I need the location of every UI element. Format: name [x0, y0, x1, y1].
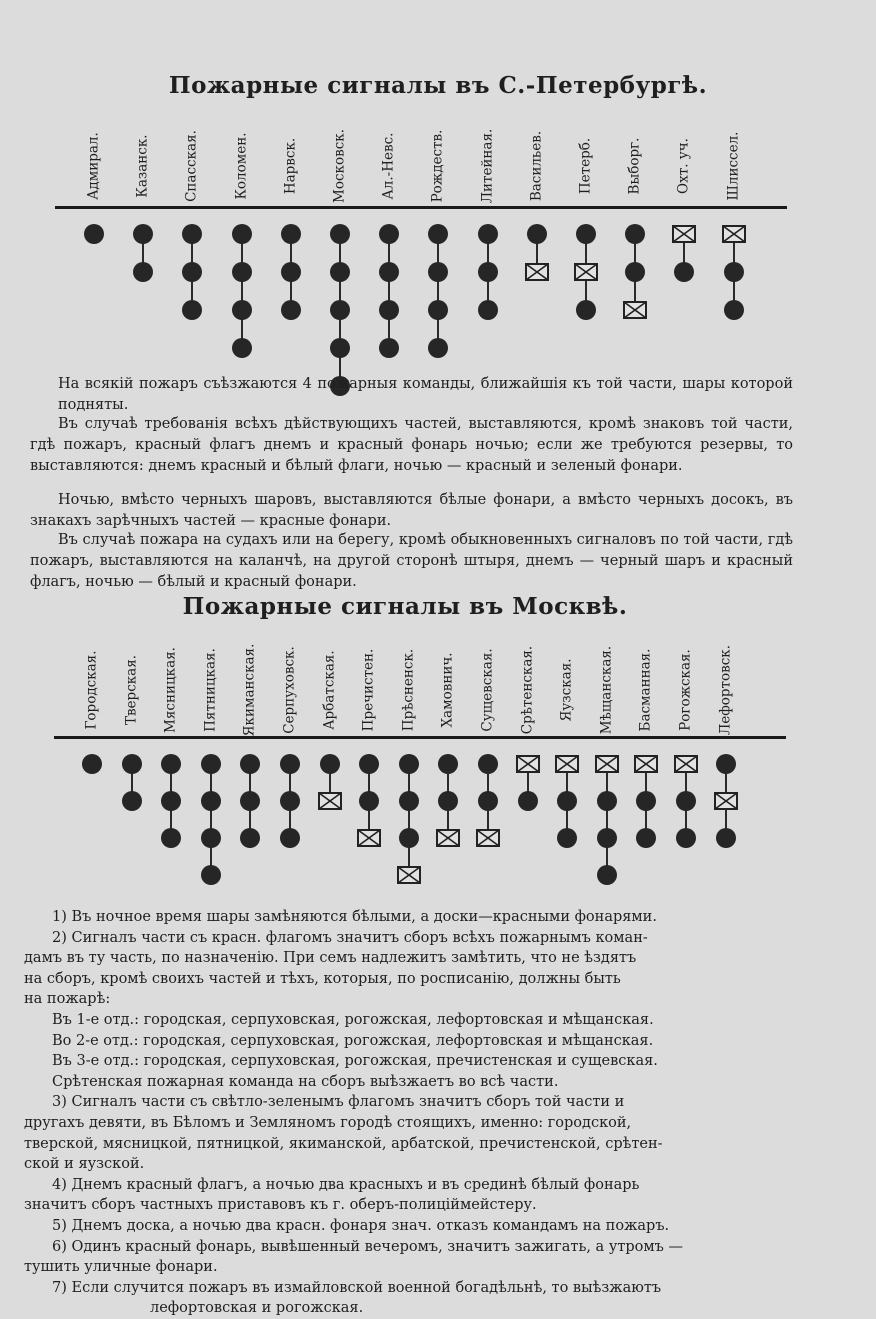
msk-ball-signal	[122, 791, 142, 811]
msk-column-label: Прѣсненск.	[400, 648, 417, 732]
spb-ball-signal	[330, 338, 350, 358]
msk-board-signal	[555, 755, 579, 773]
msk-note-line: на сборъ, кромѣ своихъ частей и тѣхъ, которыя, по росписанію, должны быть	[24, 970, 621, 987]
msk-board-signal	[516, 755, 540, 773]
msk-board-signal	[595, 755, 619, 773]
msk-ball-signal	[478, 791, 498, 811]
spb-board-signal	[623, 301, 647, 319]
msk-board-signal	[318, 792, 342, 810]
spb-paragraph-4: Въ случаѣ пожара на судахъ или на берегу, кромѣ обыкновенныхъ сигналовъ по той части, гдѣ пожаръ, выставляются на каланчѣ, на другой сторонѣ штыря, днемъ — черный шаръ и красный флагъ, ночью — бѣлый и красный фонари.	[30, 532, 793, 590]
spb-ball-signal	[133, 262, 153, 282]
msk-ball-signal	[557, 828, 577, 848]
msk-ball-signal	[280, 828, 300, 848]
msk-ball-signal	[280, 754, 300, 774]
spb-paragraph-2: Въ случаѣ требованія всѣхъ дѣйствующихъ частей, выставляются, кромѣ знаковъ той части, гдѣ пожаръ, красный флагъ днемъ и красный фонарь ночью; если же требуются резервы, то выставляются: днемъ красный и бѣлый флаги, ночью — красный и зеленый фонари.	[30, 416, 793, 474]
msk-signal-line	[210, 764, 212, 875]
spb-column-label: Охт. уч.	[675, 138, 692, 194]
spb-ball-signal	[527, 224, 547, 244]
spb-ball-signal	[379, 224, 399, 244]
msk-mast-rule	[54, 736, 786, 739]
spb-ball-signal	[625, 262, 645, 282]
msk-note-line: Во 2-е отд.: городская, серпуховская, рогожская, лефортовская и мѣщанская.	[52, 1032, 654, 1049]
spb-ball-signal	[232, 338, 252, 358]
msk-column-label: Хамовнич.	[439, 652, 456, 728]
msk-note-line: 4) Днемъ красный флагъ, а ночью два красныхъ и въ срединѣ бѣлый фонарь	[52, 1176, 640, 1193]
msk-ball-signal	[161, 828, 181, 848]
msk-note-line: Срѣтенская пожарная команда на сборъ выѣзжаетъ во всѣ части.	[52, 1073, 559, 1090]
msk-column-label: Серпуховск.	[281, 646, 298, 734]
msk-column-label: Сущевская.	[479, 648, 496, 732]
msk-ball-signal	[122, 754, 142, 774]
msk-ball-signal	[478, 754, 498, 774]
msk-ball-signal	[636, 828, 656, 848]
spb-ball-signal	[478, 224, 498, 244]
spb-ball-signal	[478, 300, 498, 320]
msk-ball-signal	[201, 754, 221, 774]
spb-ball-signal	[232, 300, 252, 320]
spb-ball-signal	[281, 224, 301, 244]
msk-note-line: лефортовская и рогожская.	[150, 1300, 364, 1317]
spb-column-label: Спасская.	[183, 130, 200, 202]
spb-paragraph-1: На всякій пожаръ съѣзжаются 4 пожарныя команды, ближайшія къ той части, шары которой подняты.	[58, 376, 793, 413]
msk-ball-signal	[676, 791, 696, 811]
msk-column-label: Пречистен.	[360, 648, 377, 732]
msk-ball-signal	[438, 754, 458, 774]
spb-ball-signal	[478, 262, 498, 282]
msk-ball-signal	[557, 791, 577, 811]
msk-ball-signal	[438, 791, 458, 811]
spb-ball-signal	[625, 224, 645, 244]
msk-ball-signal	[201, 791, 221, 811]
spb-ball-signal	[84, 224, 104, 244]
spb-signal-line	[241, 234, 243, 348]
msk-column-label: Мѣщанская.	[598, 645, 615, 735]
spb-title: Пожарные сигналы въ С.-Петербургѣ.	[168, 72, 708, 99]
spb-ball-signal	[133, 224, 153, 244]
msk-ball-signal	[716, 754, 736, 774]
spb-ball-signal	[576, 300, 596, 320]
spb-paragraph-3: Ночью, вмѣсто черныхъ шаровъ, выставляются бѣлые фонари, а вмѣсто черныхъ досокъ, въ знакахъ зарѣчныхъ частей — красные фонари.	[30, 492, 793, 529]
spb-ball-signal	[428, 338, 448, 358]
msk-ball-signal	[399, 828, 419, 848]
spb-ball-signal	[232, 262, 252, 282]
msk-ball-signal	[716, 828, 736, 848]
msk-column-label: Басманная.	[637, 648, 654, 732]
msk-ball-signal	[161, 791, 181, 811]
spb-ball-signal	[576, 224, 596, 244]
spb-ball-signal	[724, 262, 744, 282]
msk-title: Пожарные сигналы въ Москвѣ.	[182, 593, 628, 620]
msk-note-line: ской и яузской.	[24, 1156, 145, 1173]
spb-column-label: Выборг.	[626, 137, 643, 195]
msk-ball-signal	[161, 754, 181, 774]
msk-note-line: 5) Днемъ доска, а ночью два красн. фонаря знач. отказъ командамъ на пожаръ.	[52, 1218, 670, 1234]
msk-ball-signal	[82, 754, 102, 774]
msk-board-signal	[476, 829, 500, 847]
msk-column-label: Лефортовск.	[716, 644, 733, 736]
spb-ball-signal	[724, 300, 744, 320]
msk-ball-signal	[320, 754, 340, 774]
spb-column-label: Московск.	[331, 129, 348, 203]
msk-column-label: Срѣтенская.	[518, 645, 535, 735]
msk-column-label: Мясницкая.	[162, 647, 179, 733]
msk-column-label: Пятницкая.	[202, 648, 219, 732]
spb-board-signal	[525, 263, 549, 281]
msk-column-label: Яузская.	[558, 658, 575, 722]
msk-ball-signal	[636, 791, 656, 811]
spb-ball-signal	[281, 262, 301, 282]
msk-signal-line	[606, 764, 608, 875]
msk-ball-signal	[201, 828, 221, 848]
spb-column-label: Литейная.	[478, 128, 495, 204]
msk-note-line: 6) Одинъ красный фонарь, вывѣшенный вечеромъ, значитъ зажигать, а утромъ —	[52, 1238, 683, 1255]
msk-note-line: значитъ сборъ частныхъ приставовъ къ г. оберъ-полицiймейстеру.	[24, 1197, 537, 1214]
spb-ball-signal	[379, 300, 399, 320]
msk-note-line: на пожарѣ:	[24, 991, 111, 1008]
spb-ball-signal	[281, 300, 301, 320]
spb-ball-signal	[330, 224, 350, 244]
msk-column-label: Тверская.	[122, 654, 139, 726]
spb-board-signal	[672, 225, 696, 243]
msk-ball-signal	[240, 791, 260, 811]
spb-column-label: Шлиссел.	[724, 131, 741, 201]
msk-note-line: Въ 1-е отд.: городская, серпуховская, рогожская, лефортовская и мѣщанская.	[52, 1012, 654, 1028]
msk-board-signal	[436, 829, 460, 847]
msk-ball-signal	[597, 791, 617, 811]
spb-ball-signal	[379, 262, 399, 282]
msk-note-line: тушить уличные фонари.	[24, 1259, 218, 1276]
spb-column-label: Адмирал.	[85, 132, 102, 200]
msk-column-label: Городская.	[83, 650, 100, 730]
spb-ball-signal	[330, 262, 350, 282]
spb-signal-line	[437, 234, 439, 348]
msk-ball-signal	[240, 828, 260, 848]
msk-note-line: Въ 3-е отд.: городская, серпуховская, рогожская, пречистенская и сущевская.	[52, 1053, 658, 1070]
msk-ball-signal	[280, 791, 300, 811]
msk-column-label: Рогожская.	[677, 649, 694, 731]
msk-ball-signal	[597, 865, 617, 885]
spb-column-label: Ал.-Невс.	[380, 132, 397, 200]
msk-signal-line	[408, 764, 410, 875]
spb-ball-signal	[182, 300, 202, 320]
spb-ball-signal	[182, 224, 202, 244]
spb-signal-line	[388, 234, 390, 348]
spb-column-label: Нарвск.	[282, 137, 299, 195]
msk-board-signal	[714, 792, 738, 810]
msk-ball-signal	[518, 791, 538, 811]
spb-board-signal	[574, 263, 598, 281]
spb-column-label: Казанск.	[134, 134, 151, 198]
msk-ball-signal	[597, 828, 617, 848]
msk-board-signal	[357, 829, 381, 847]
spb-ball-signal	[428, 262, 448, 282]
msk-note-line: другахъ девяти, въ Бѣломъ и Земляномъ городѣ стоящихъ, именно: городской,	[24, 1115, 632, 1131]
msk-ball-signal	[399, 791, 419, 811]
spb-column-label: Рождеств.	[429, 129, 446, 203]
spb-ball-signal	[379, 338, 399, 358]
spb-ball-signal	[330, 300, 350, 320]
msk-note-line: 3) Сигналъ части съ свѣтло-зеленымъ флагомъ значитъ сборъ той части и	[52, 1094, 625, 1111]
msk-note-line: 2) Сигналъ части съ красн. флагомъ значитъ сборъ всѣхъ пожарнымъ коман-	[52, 929, 648, 946]
msk-column-label: Якиманская.	[241, 643, 258, 737]
msk-ball-signal	[399, 754, 419, 774]
msk-note-line: дамъ въ ту часть, по назначенію. При семъ надлежитъ замѣтить, что не ѣздятъ	[24, 950, 637, 967]
spb-ball-signal	[232, 224, 252, 244]
msk-ball-signal	[359, 791, 379, 811]
msk-ball-signal	[676, 828, 696, 848]
spb-mast-rule	[55, 206, 787, 209]
spb-ball-signal	[182, 262, 202, 282]
msk-column-label: Арбатская.	[320, 650, 337, 730]
spb-column-label: Петерб.	[577, 137, 594, 195]
msk-note-line: 7) Если случится пожаръ въ измайловской военной богадѣльнѣ, то выѣзжаютъ	[52, 1279, 662, 1296]
spb-ball-signal	[428, 300, 448, 320]
spb-board-signal	[722, 225, 746, 243]
msk-board-signal	[397, 866, 421, 884]
msk-board-signal	[634, 755, 658, 773]
msk-note-line: 1) Въ ночное время шары замѣняются бѣлыми, а доски—красными фонарями.	[52, 909, 657, 925]
msk-note-line: тверской, мясницкой, пятницкой, якиманской, арбатской, пречистенской, срѣтен-	[24, 1135, 663, 1152]
msk-ball-signal	[240, 754, 260, 774]
msk-board-signal	[674, 755, 698, 773]
spb-column-label: Коломен.	[232, 132, 249, 200]
spb-ball-signal	[674, 262, 694, 282]
msk-ball-signal	[201, 865, 221, 885]
spb-column-label: Васильев.	[528, 130, 545, 202]
spb-ball-signal	[428, 224, 448, 244]
msk-ball-signal	[359, 754, 379, 774]
